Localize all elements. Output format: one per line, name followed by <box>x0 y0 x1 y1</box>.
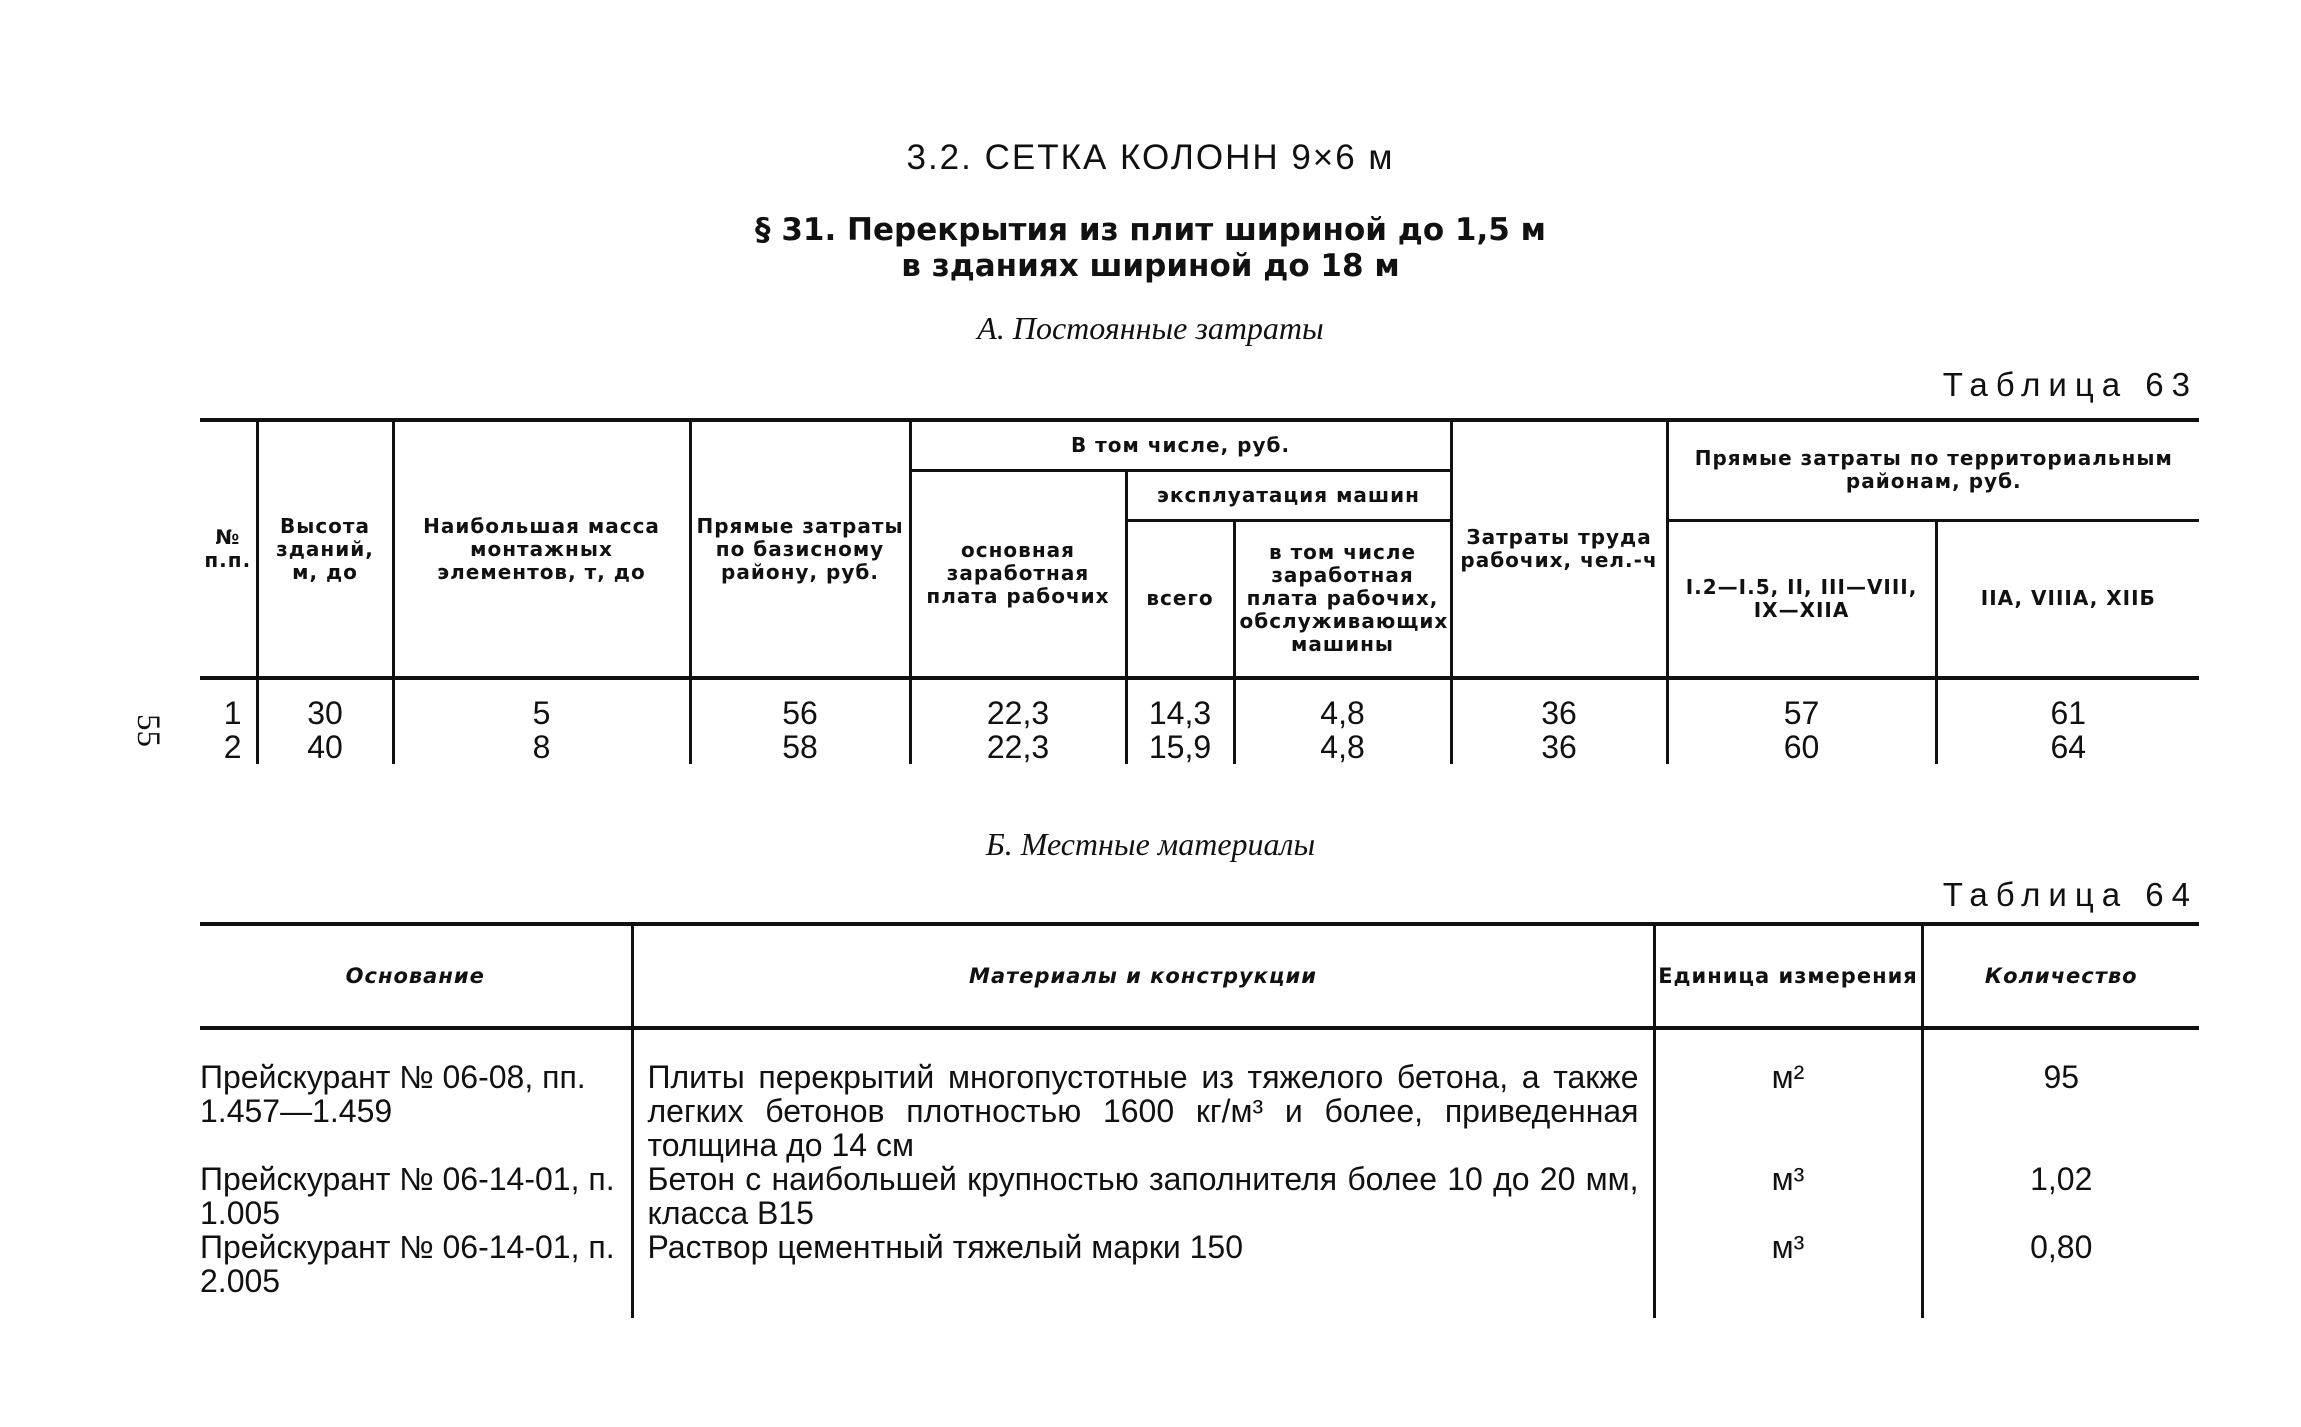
cell-num: 2 <box>223 729 242 765</box>
cell-material: Плиты перекрытий многопустотные из тяжелого бетона, а также легких бетонов плотностью 1600 кг/м³ и более, приведенная толщина до 14 см <box>632 1028 1654 1162</box>
cell-region-2: 64 <box>1936 730 2199 764</box>
header-regions-2: IIA, VIIIA, XIIБ <box>1936 520 2199 678</box>
header-direct-costs: Прямые затраты по базисному району, руб. <box>690 420 910 678</box>
cell-direct: 56 <box>690 678 910 730</box>
header-labor: Затраты труда рабочих, чел.-ч <box>1451 420 1667 678</box>
header-machine-operation: эксплуатация машин <box>1126 470 1451 520</box>
cell-basis: Прейскурант № 06-14-01, п. 1.005 <box>200 1161 615 1231</box>
cell-machine-total: 15,9 <box>1126 730 1234 764</box>
table63-label: Таблица 63 <box>1942 366 2198 403</box>
subsection-b-title: Б. Местные материалы <box>985 826 1316 862</box>
header-base-wage: основная заработная плата рабочих <box>910 470 1126 678</box>
cell-machine-wage: 4,8 <box>1234 730 1451 764</box>
cell-height: 40 <box>257 730 393 764</box>
cell-unit: м² <box>1654 1028 1922 1162</box>
paragraph-title-line2: в зданиях шириной до 18 м <box>901 248 1400 284</box>
section-title: 3.2. СЕТКА КОЛОНН 9×6 м <box>906 138 1395 177</box>
cell-machine-wage: 4,8 <box>1234 678 1451 730</box>
cell-direct: 58 <box>690 730 910 764</box>
table-row <box>200 730 2199 764</box>
header-machine-total: всего <box>1126 520 1234 678</box>
table-row <box>200 1162 2199 1230</box>
paragraph-title-line1: § 31. Перекрытия из плит шириной до 1,5 м <box>755 212 1546 248</box>
header-quantity: Количество <box>1922 924 2199 1028</box>
table-64 <box>200 922 2199 1318</box>
header-machine-wage: в том числе заработная плата рабочих, обслуживающих машины <box>1234 520 1451 678</box>
cell-wage: 22,3 <box>910 678 1126 730</box>
cell-quantity: 0,80 <box>1922 1230 2199 1318</box>
cell-quantity: 1,02 <box>1922 1162 2199 1230</box>
cell-num: 1 <box>223 695 242 731</box>
cell-quantity: 95 <box>1922 1028 2199 1162</box>
cell-unit: м³ <box>1654 1230 1922 1318</box>
cell-material: Раствор цементный тяжелый марки 150 <box>632 1230 1654 1318</box>
cell-mass: 5 <box>393 678 690 730</box>
table-63 <box>200 418 2199 764</box>
header-max-mass: Наибольшая масса монтажных элементов, т, до <box>393 420 690 678</box>
cell-labor: 36 <box>1451 678 1667 730</box>
header-materials: Материалы и конструкции <box>632 924 1654 1028</box>
cell-basis: Прейскурант № 06-08, пп. 1.457—1.459 <box>200 1059 586 1129</box>
cell-labor: 36 <box>1451 730 1667 764</box>
header-regions-1: I.2—I.5, II, III—VIII, IX—XIIA <box>1667 520 1936 678</box>
page-number: 55 <box>130 714 166 747</box>
subsection-a-title: А. Постоянные затраты <box>977 310 1324 346</box>
table64-label: Таблица 64 <box>1942 876 2198 913</box>
cell-region-2: 61 <box>1936 678 2199 730</box>
paragraph-title <box>0 212 2301 284</box>
cell-region-1: 60 <box>1667 730 1936 764</box>
cell-material: Бетон с наибольшей крупностью заполнителя более 10 до 20 мм, класса В15 <box>632 1162 1654 1230</box>
table-row <box>200 678 2199 730</box>
cell-unit: м³ <box>1654 1162 1922 1230</box>
table-row <box>200 1028 2199 1162</box>
cell-machine-total: 14,3 <box>1126 678 1234 730</box>
header-height: Высота зданий, м, до <box>257 420 393 678</box>
header-num: № п.п. <box>200 420 257 678</box>
header-unit: Единица измерения <box>1654 924 1922 1028</box>
header-territorial: Прямые затраты по территориальным районам, руб. <box>1667 420 2199 520</box>
cell-region-1: 57 <box>1667 678 1936 730</box>
cell-wage: 22,3 <box>910 730 1126 764</box>
table-row <box>200 1230 2199 1318</box>
cell-mass: 8 <box>393 730 690 764</box>
header-including: В том числе, руб. <box>910 420 1451 470</box>
header-basis: Основание <box>200 924 632 1028</box>
cell-basis: Прейскурант № 06-14-01, п. 2.005 <box>200 1229 615 1299</box>
cell-height: 30 <box>257 678 393 730</box>
